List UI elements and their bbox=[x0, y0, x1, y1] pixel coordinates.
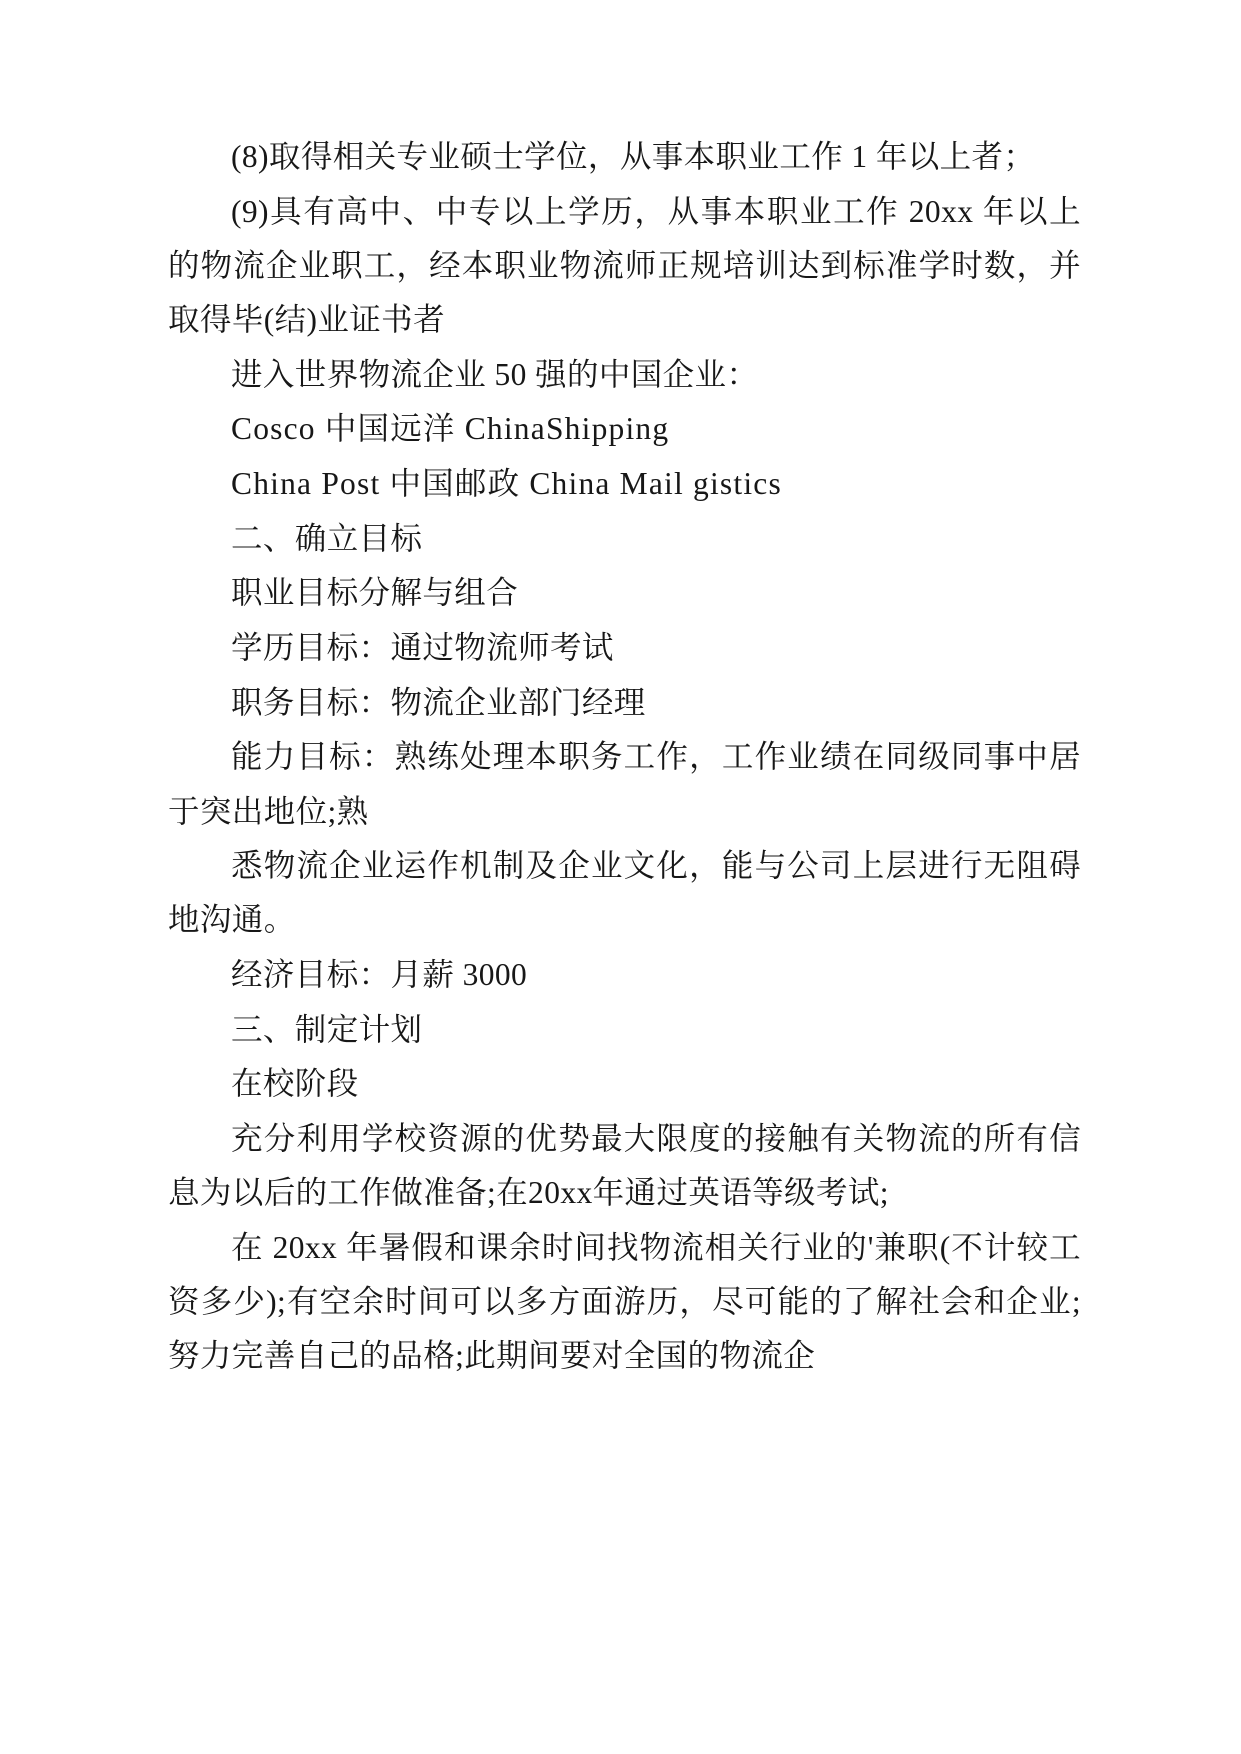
paragraph: 职业目标分解与组合 bbox=[231, 575, 519, 611]
paragraph: 充分利用学校资源的优势最大限度的接触有关物流的所有信息为以后的工作做准备;在20xx年通过英语等级考试; bbox=[168, 1121, 1081, 1211]
paragraph: 职务目标：物流企业部门经理 bbox=[231, 684, 646, 720]
paragraph: 在校阶段 bbox=[231, 1066, 359, 1102]
paragraph: 经济目标：月薪 3000 bbox=[231, 957, 528, 993]
paragraph: (9)具有高中、中专以上学历，从事本职业工作 20xx 年以上的物流企业职工，经本职业物流师正规培训达到标准学时数，并取得毕(结)业证书者 bbox=[168, 193, 1081, 338]
paragraph: 在 20xx 年暑假和课余时间找物流相关行业的'兼职(不计较工资多少);有空余时间可以多方面游历，尽可能的了解社会和企业;努力完善自己的品格;此期间要对全国的物流企 bbox=[168, 1229, 1081, 1374]
paragraph: 悉物流企业运作机制及企业文化，能与公司上层进行无阻碍地沟通。 bbox=[168, 848, 1081, 938]
document-body bbox=[168, 130, 1081, 1383]
section-heading: 二、确立目标 bbox=[231, 520, 423, 556]
paragraph: Cosco 中国远洋 ChinaShipping bbox=[231, 411, 670, 447]
paragraph: 能力目标：熟练处理本职务工作，工作业绩在同级同事中居于突出地位;熟 bbox=[168, 739, 1081, 829]
paragraph: (8)取得相关专业硕士学位，从事本职业工作 1 年以上者； bbox=[231, 139, 1036, 174]
paragraph: China Post 中国邮政 China Mail gistics bbox=[231, 466, 782, 502]
paragraph: 学历目标：通过物流师考试 bbox=[231, 630, 614, 666]
section-heading: 三、制定计划 bbox=[231, 1011, 423, 1047]
paragraph: 进入世界物流企业 50 强的中国企业： bbox=[231, 356, 759, 392]
